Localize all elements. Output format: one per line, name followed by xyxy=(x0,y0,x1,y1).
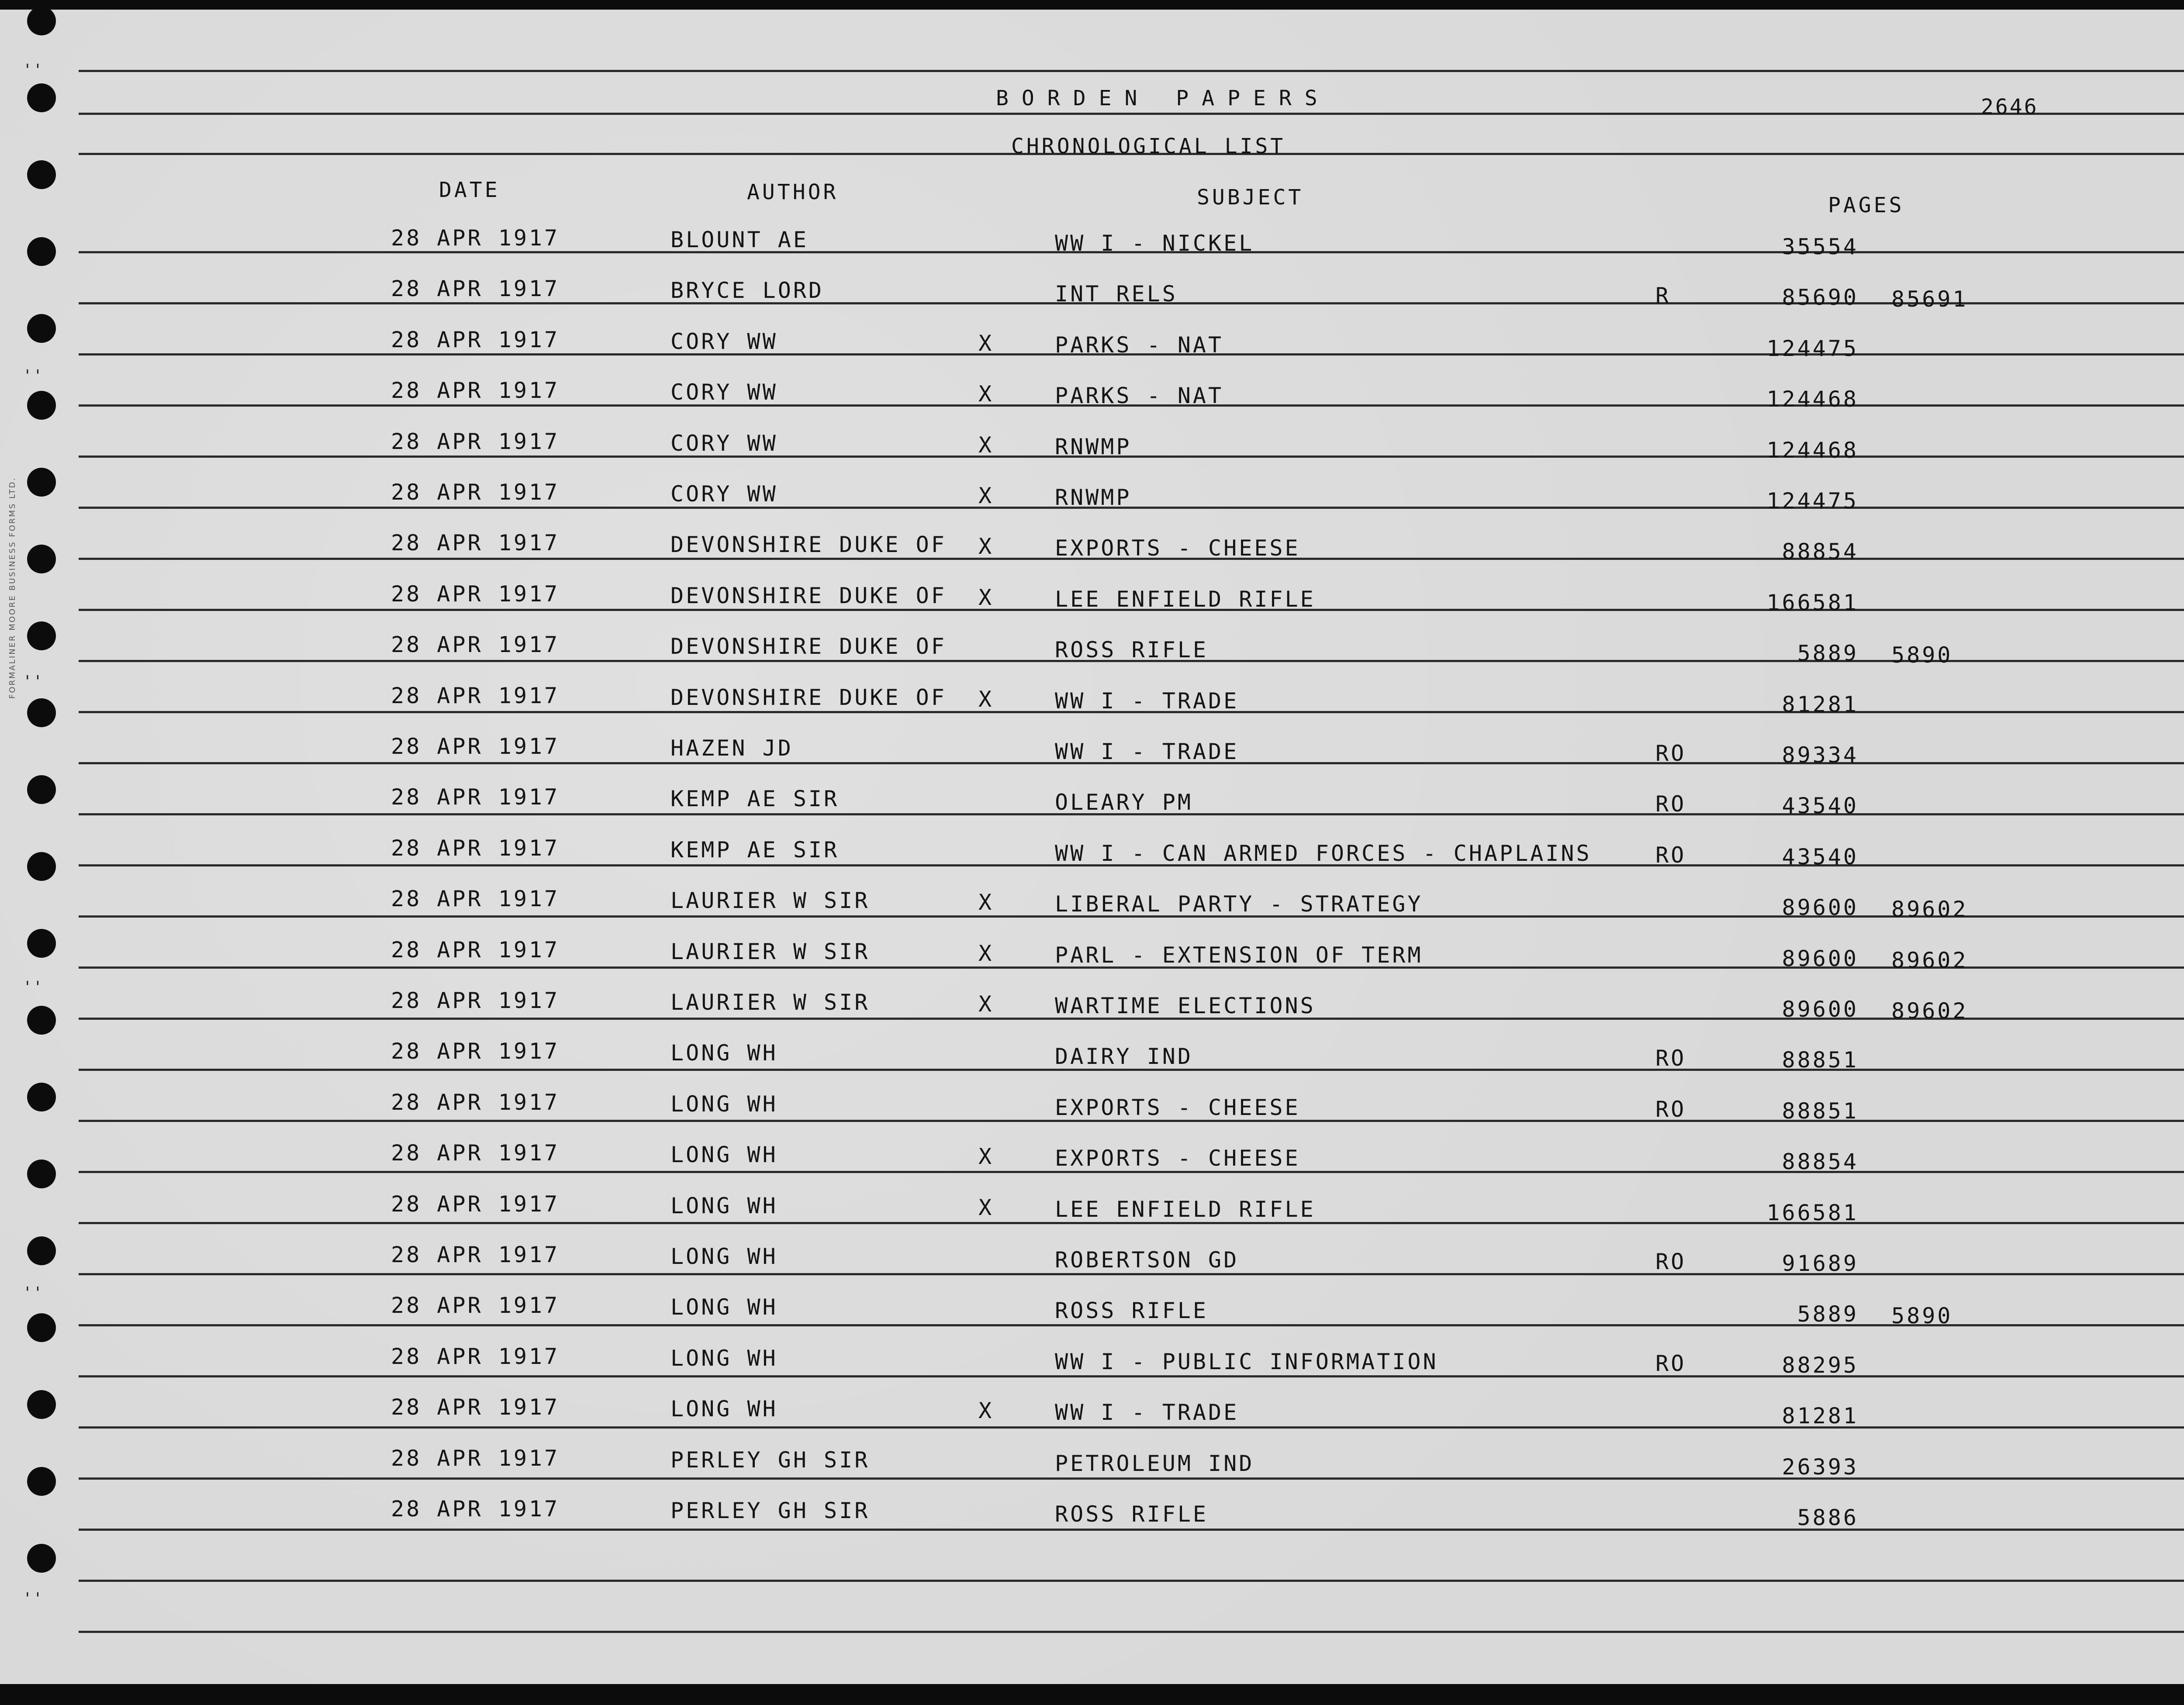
entry-page-start: 5889 xyxy=(1797,1301,1859,1327)
entry-marker: X xyxy=(978,940,994,966)
ruled-line xyxy=(79,1273,2184,1275)
entry-subject: ROBERTSON GD xyxy=(1055,1247,1239,1273)
entry-subject: EXPORTS - CHEESE xyxy=(1055,1094,1300,1120)
ruled-line xyxy=(79,1375,2184,1377)
tractor-hole xyxy=(27,852,56,881)
entry-subject: PARKS - NAT xyxy=(1055,332,1224,358)
entry-marker: X xyxy=(978,483,994,508)
entry-marker: X xyxy=(978,686,994,712)
margin-imprint: FORMALINER MOORE BUSINESS FORMS LTD. xyxy=(8,476,17,699)
entry-page-start: 166581 xyxy=(1766,590,1859,615)
ruled-line xyxy=(79,1631,2184,1633)
entry-author: LONG WH xyxy=(670,1040,778,1066)
entry-date: 28 APR 1917 xyxy=(391,225,560,251)
entry-page-start: 5889 xyxy=(1797,641,1859,666)
entry-marker: X xyxy=(978,991,994,1017)
entry-date: 28 APR 1917 xyxy=(391,683,560,708)
entry-subject: LEE ENFIELD RIFLE xyxy=(1055,1196,1316,1222)
entry-code: RO xyxy=(1655,842,1686,868)
entry-page-start: 124468 xyxy=(1766,387,1859,412)
entry-author: DEVONSHIRE DUKE OF xyxy=(670,684,947,710)
left-tractor-holes xyxy=(17,0,66,1705)
feed-mark: '' xyxy=(23,978,44,996)
tractor-hole xyxy=(27,698,56,727)
entry-author: DEVONSHIRE DUKE OF xyxy=(670,583,947,608)
tractor-hole xyxy=(27,621,56,650)
column-header-subject: SUBJECT xyxy=(1197,185,1304,210)
scan-bottom-edge xyxy=(0,1684,2184,1705)
tractor-hole xyxy=(27,160,56,189)
entry-subject: PARL - EXTENSION OF TERM xyxy=(1055,942,1423,968)
entry-code: RO xyxy=(1655,1046,1686,1071)
entry-date: 28 APR 1917 xyxy=(391,784,560,810)
tractor-hole xyxy=(27,929,56,958)
entry-author: PERLEY GH SIR xyxy=(670,1447,870,1473)
entry-date: 28 APR 1917 xyxy=(391,1496,560,1522)
entry-subject: LEE ENFIELD RIFLE xyxy=(1055,586,1316,612)
entry-page-start: 124475 xyxy=(1766,488,1859,514)
entry-code: RO xyxy=(1655,741,1686,766)
tractor-hole xyxy=(27,1160,56,1188)
entry-author: DEVONSHIRE DUKE OF xyxy=(670,532,947,558)
entry-page-start: 88851 xyxy=(1782,1098,1859,1124)
page-number: 2646 xyxy=(1981,95,2039,119)
ruled-line xyxy=(79,1324,2184,1326)
entry-page-end: 89602 xyxy=(1891,897,1968,922)
entry-page-start: 89600 xyxy=(1782,946,1859,971)
feed-mark: '' xyxy=(23,61,44,79)
entry-code: RO xyxy=(1655,1096,1686,1122)
entry-subject: WW I - PUBLIC INFORMATION xyxy=(1055,1349,1438,1374)
entry-author: LONG WH xyxy=(670,1396,778,1422)
tractor-hole xyxy=(27,1083,56,1111)
column-header-date: DATE xyxy=(439,178,500,202)
entry-page-start: 43540 xyxy=(1782,844,1859,870)
entry-subject: ROSS RIFLE xyxy=(1055,1298,1209,1324)
entry-date: 28 APR 1917 xyxy=(391,937,560,963)
entry-page-start: 88854 xyxy=(1782,1149,1859,1175)
entry-code: RO xyxy=(1655,791,1686,817)
entry-subject: INT RELS xyxy=(1055,281,1178,307)
entry-page-end: 89602 xyxy=(1891,998,1968,1024)
entry-author: CORY WW xyxy=(670,380,778,405)
entry-page-start: 81281 xyxy=(1782,1403,1859,1429)
entry-page-start: 124475 xyxy=(1766,335,1859,361)
entry-author: CORY WW xyxy=(670,328,778,354)
entry-date: 28 APR 1917 xyxy=(391,480,560,505)
entry-page-start: 81281 xyxy=(1782,691,1859,717)
ruled-line xyxy=(79,1222,2184,1224)
entry-date: 28 APR 1917 xyxy=(391,886,560,912)
tractor-hole xyxy=(27,7,56,35)
entry-author: HAZEN JD xyxy=(670,735,793,761)
ruled-line xyxy=(79,1477,2184,1480)
entry-subject: PETROLEUM IND xyxy=(1055,1450,1254,1476)
entry-author: LONG WH xyxy=(670,1244,778,1269)
entry-date: 28 APR 1917 xyxy=(391,581,560,607)
entry-date: 28 APR 1917 xyxy=(391,1089,560,1115)
entry-subject: OLEARY PM xyxy=(1055,790,1193,815)
tractor-hole xyxy=(27,1006,56,1035)
entry-author: LONG WH xyxy=(670,1091,778,1117)
tractor-hole xyxy=(27,1236,56,1265)
entry-page-end: 5890 xyxy=(1891,1303,1953,1329)
entry-author: BRYCE LORD xyxy=(670,278,824,304)
entry-author: KEMP AE SIR xyxy=(670,786,840,812)
entry-author: LONG WH xyxy=(670,1294,778,1320)
entry-date: 28 APR 1917 xyxy=(391,1445,560,1471)
entry-author: DEVONSHIRE DUKE OF xyxy=(670,634,947,659)
entry-date: 28 APR 1917 xyxy=(391,530,560,556)
entry-page-start: 26393 xyxy=(1782,1454,1859,1480)
ruled-line xyxy=(79,1529,2184,1531)
entry-date: 28 APR 1917 xyxy=(391,1140,560,1166)
entry-date: 28 APR 1917 xyxy=(391,428,560,454)
feed-mark: '' xyxy=(23,1590,44,1608)
feed-mark: '' xyxy=(23,367,44,385)
entry-subject: WARTIME ELECTIONS xyxy=(1055,993,1316,1018)
entry-page-start: 43540 xyxy=(1782,793,1859,819)
entry-date: 28 APR 1917 xyxy=(391,1343,560,1369)
entry-date: 28 APR 1917 xyxy=(391,632,560,658)
entry-page-start: 35554 xyxy=(1782,234,1859,259)
entry-page-start: 88851 xyxy=(1782,1047,1859,1073)
entry-marker: X xyxy=(978,1194,994,1220)
entry-code: RO xyxy=(1655,1350,1686,1376)
entry-subject: ROSS RIFLE xyxy=(1055,1501,1209,1527)
entry-subject: WW I - CAN ARMED FORCES - CHAPLAINS xyxy=(1055,840,1592,866)
tractor-hole xyxy=(27,314,56,343)
ruled-line xyxy=(79,113,2184,115)
entry-marker: X xyxy=(978,890,994,915)
entry-code: R xyxy=(1655,283,1671,309)
entry-page-start: 89600 xyxy=(1782,997,1859,1022)
entry-page-start: 91689 xyxy=(1782,1251,1859,1276)
tractor-hole xyxy=(27,391,56,420)
tractor-hole xyxy=(27,545,56,573)
entry-subject: DAIRY IND xyxy=(1055,1044,1193,1070)
report-subtitle: CHRONOLOGICAL LIST xyxy=(1011,134,1286,159)
entry-subject: EXPORTS - CHEESE xyxy=(1055,535,1300,561)
report-title: BORDEN PAPERS xyxy=(996,86,1330,110)
entry-page-start: 89600 xyxy=(1782,895,1859,921)
entry-page-start: 5886 xyxy=(1797,1505,1859,1530)
entry-date: 28 APR 1917 xyxy=(391,276,560,302)
entry-author: LONG WH xyxy=(670,1142,778,1168)
entry-page-start: 166581 xyxy=(1766,1200,1859,1225)
entry-author: LAURIER W SIR xyxy=(670,939,870,964)
entry-author: LONG WH xyxy=(670,1345,778,1371)
entry-code: RO xyxy=(1655,1249,1686,1274)
entry-marker: X xyxy=(978,1398,994,1424)
ruled-line xyxy=(79,70,2184,72)
entry-author: LAURIER W SIR xyxy=(670,888,870,914)
entry-page-start: 88854 xyxy=(1782,539,1859,565)
entry-marker: X xyxy=(978,584,994,610)
tractor-hole xyxy=(27,83,56,112)
entry-date: 28 APR 1917 xyxy=(391,327,560,352)
entry-subject: WW I - TRADE xyxy=(1055,688,1239,714)
ruled-line xyxy=(79,1580,2184,1582)
entry-subject: RNWMP xyxy=(1055,434,1132,459)
entry-date: 28 APR 1917 xyxy=(391,1293,560,1318)
entry-marker: X xyxy=(978,534,994,559)
entry-page-start: 124468 xyxy=(1766,437,1859,463)
entry-author: LAURIER W SIR xyxy=(670,990,870,1015)
feed-mark: '' xyxy=(23,673,44,690)
entry-page-end: 89602 xyxy=(1891,947,1968,973)
entry-date: 28 APR 1917 xyxy=(391,1191,560,1217)
entry-marker: X xyxy=(978,330,994,356)
entry-marker: X xyxy=(978,381,994,407)
tractor-hole xyxy=(27,1390,56,1419)
entry-subject: WW I - TRADE xyxy=(1055,1400,1239,1425)
entry-date: 28 APR 1917 xyxy=(391,1039,560,1064)
entry-subject: LIBERAL PARTY - STRATEGY xyxy=(1055,891,1423,917)
ruled-line xyxy=(79,1426,2184,1429)
entry-subject: ROSS RIFLE xyxy=(1055,637,1209,663)
entry-page-start: 89334 xyxy=(1782,742,1859,768)
entry-page-start: 88295 xyxy=(1782,1352,1859,1378)
entry-subject: WW I - TRADE xyxy=(1055,739,1239,764)
tractor-hole xyxy=(27,237,56,266)
entry-date: 28 APR 1917 xyxy=(391,835,560,861)
column-header-author: AUTHOR xyxy=(747,180,839,204)
tractor-hole xyxy=(27,468,56,497)
entry-date: 28 APR 1917 xyxy=(391,734,560,759)
entry-subject: WW I - NICKEL xyxy=(1055,231,1254,256)
entry-author: KEMP AE SIR xyxy=(670,837,840,863)
entry-marker: X xyxy=(978,1144,994,1170)
entry-author: PERLEY GH SIR xyxy=(670,1498,870,1523)
entry-date: 28 APR 1917 xyxy=(391,1242,560,1267)
entry-date: 28 APR 1917 xyxy=(391,988,560,1013)
entry-date: 28 APR 1917 xyxy=(391,378,560,404)
entry-subject: RNWMP xyxy=(1055,485,1132,510)
feed-mark: '' xyxy=(23,1284,44,1302)
entry-author: CORY WW xyxy=(670,481,778,507)
scan-top-edge xyxy=(0,0,2184,10)
tractor-hole xyxy=(27,1313,56,1342)
entry-author: CORY WW xyxy=(670,430,778,456)
entry-page-start: 85690 xyxy=(1782,285,1859,311)
entry-subject: PARKS - NAT xyxy=(1055,383,1224,409)
entry-date: 28 APR 1917 xyxy=(391,1394,560,1420)
column-header-pages: PAGES xyxy=(1828,193,1904,217)
entry-subject: EXPORTS - CHEESE xyxy=(1055,1146,1300,1171)
tractor-hole xyxy=(27,775,56,804)
entry-page-end: 5890 xyxy=(1891,642,1953,668)
tractor-hole xyxy=(27,1544,56,1573)
entry-author: LONG WH xyxy=(670,1193,778,1218)
entry-page-end: 85691 xyxy=(1891,286,1968,312)
entry-marker: X xyxy=(978,432,994,458)
entry-author: BLOUNT AE xyxy=(670,227,809,252)
tractor-hole xyxy=(27,1467,56,1496)
